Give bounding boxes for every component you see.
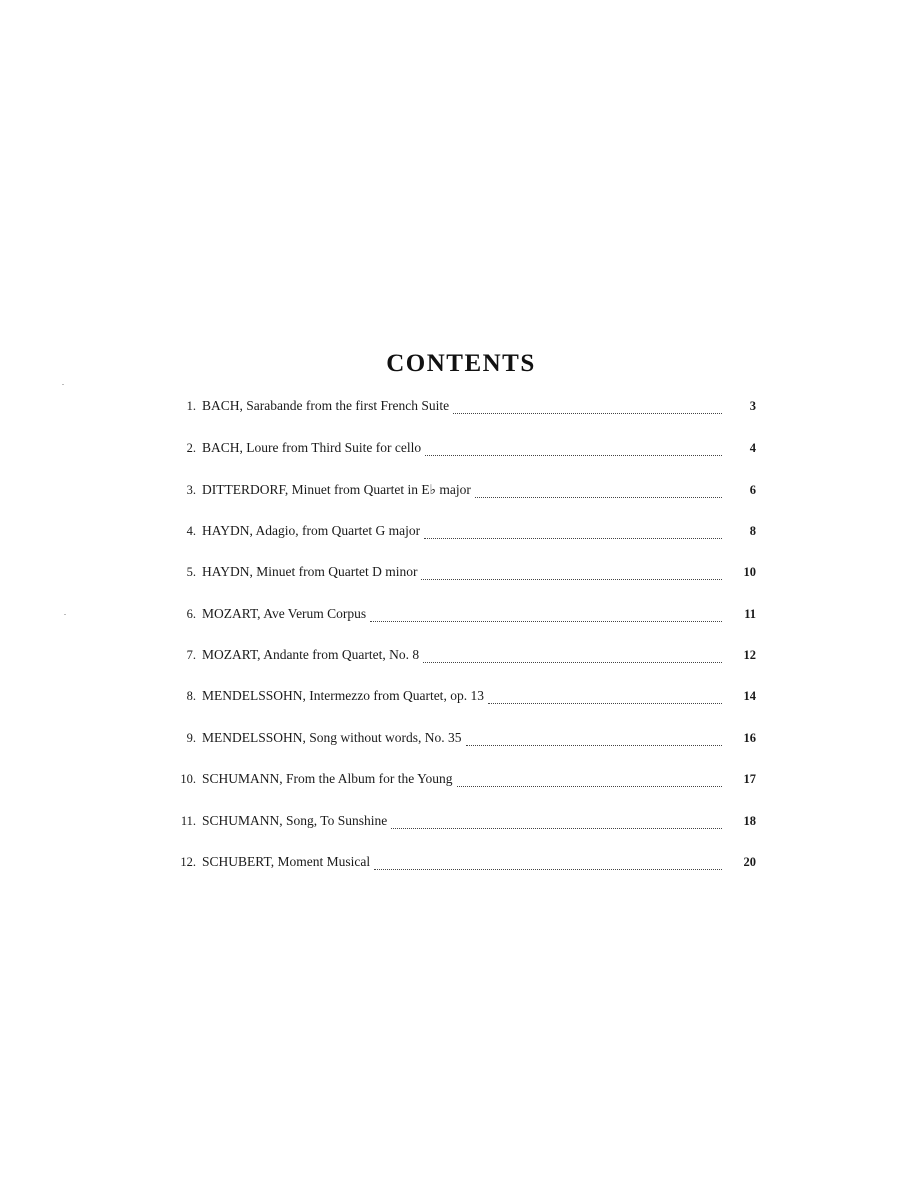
dot-leader bbox=[457, 785, 722, 787]
dot-leader bbox=[466, 744, 722, 746]
dot-leader bbox=[475, 496, 722, 498]
entry-page: 10 bbox=[743, 565, 756, 579]
entry-page: 14 bbox=[743, 689, 756, 703]
dot-leader bbox=[425, 454, 722, 456]
entry-number: 7. bbox=[186, 648, 196, 662]
toc-entry bbox=[160, 771, 760, 795]
entry-page: 11 bbox=[744, 607, 756, 621]
entry-number: 3. bbox=[186, 483, 196, 497]
entry-page: 3 bbox=[749, 399, 756, 413]
entry-page: 16 bbox=[743, 731, 756, 745]
entry-page: 4 bbox=[749, 441, 756, 455]
entry-title: HAYDN, Minuet from Quartet D minor bbox=[202, 564, 418, 579]
entry-page: 20 bbox=[743, 855, 756, 869]
dot-leader bbox=[421, 578, 722, 580]
dot-leader bbox=[424, 537, 722, 539]
contents-title: CONTENTS bbox=[386, 350, 536, 377]
scan-speck bbox=[64, 614, 66, 615]
entry-page: 18 bbox=[743, 814, 756, 828]
toc-entry bbox=[160, 854, 760, 878]
toc-entry bbox=[160, 482, 760, 506]
dot-leader bbox=[453, 412, 722, 414]
entry-title: DITTERDORF, Minuet from Quartet in E♭ major bbox=[202, 482, 471, 497]
entry-number: 11. bbox=[180, 814, 196, 828]
entry-title: SCHUMANN, Song, To Sunshine bbox=[202, 813, 388, 828]
entry-page: 6 bbox=[749, 483, 756, 497]
toc-entry bbox=[160, 813, 760, 837]
entry-page: 12 bbox=[743, 648, 756, 662]
entry-number: 6. bbox=[186, 607, 196, 621]
toc-entry bbox=[160, 688, 760, 712]
entry-title: MOZART, Andante from Quartet, No. 8 bbox=[202, 647, 420, 662]
entry-number: 8. bbox=[186, 689, 196, 703]
entry-number: 1. bbox=[186, 399, 196, 413]
toc-entry bbox=[160, 606, 760, 630]
entry-number: 4. bbox=[186, 524, 196, 538]
entry-title: SCHUMANN, From the Album for the Young bbox=[202, 771, 453, 786]
entry-page: 17 bbox=[743, 772, 756, 786]
entry-title: BACH, Loure from Third Suite for cello bbox=[202, 440, 422, 455]
dot-leader bbox=[370, 620, 722, 622]
toc-entry bbox=[160, 647, 760, 671]
entry-number: 5. bbox=[186, 565, 196, 579]
entry-title: BACH, Sarabande from the first French Suite bbox=[202, 398, 450, 413]
entry-title: MENDELSSOHN, Intermezzo from Quartet, op. 13 bbox=[202, 688, 484, 703]
toc-entry bbox=[160, 564, 760, 588]
entry-number: 10. bbox=[180, 772, 196, 786]
entry-page: 8 bbox=[749, 524, 756, 538]
entry-number: 12. bbox=[180, 855, 196, 869]
entry-title: SCHUBERT, Moment Musical bbox=[202, 854, 371, 869]
entry-number: 9. bbox=[186, 731, 196, 745]
entry-title: MENDELSSOHN, Song without words, No. 35 bbox=[202, 730, 462, 745]
entry-title: MOZART, Ave Verum Corpus bbox=[202, 606, 367, 621]
dot-leader bbox=[374, 868, 722, 870]
dot-leader bbox=[423, 661, 722, 663]
toc-entry bbox=[160, 730, 760, 754]
dot-leader bbox=[488, 702, 722, 704]
entry-number: 2. bbox=[186, 441, 196, 455]
dot-leader bbox=[391, 827, 722, 829]
entry-title: HAYDN, Adagio, from Quartet G major bbox=[202, 523, 421, 538]
toc-entry bbox=[160, 440, 760, 464]
toc-entry bbox=[160, 523, 760, 547]
toc-entry bbox=[160, 398, 760, 422]
scan-speck bbox=[62, 384, 64, 385]
